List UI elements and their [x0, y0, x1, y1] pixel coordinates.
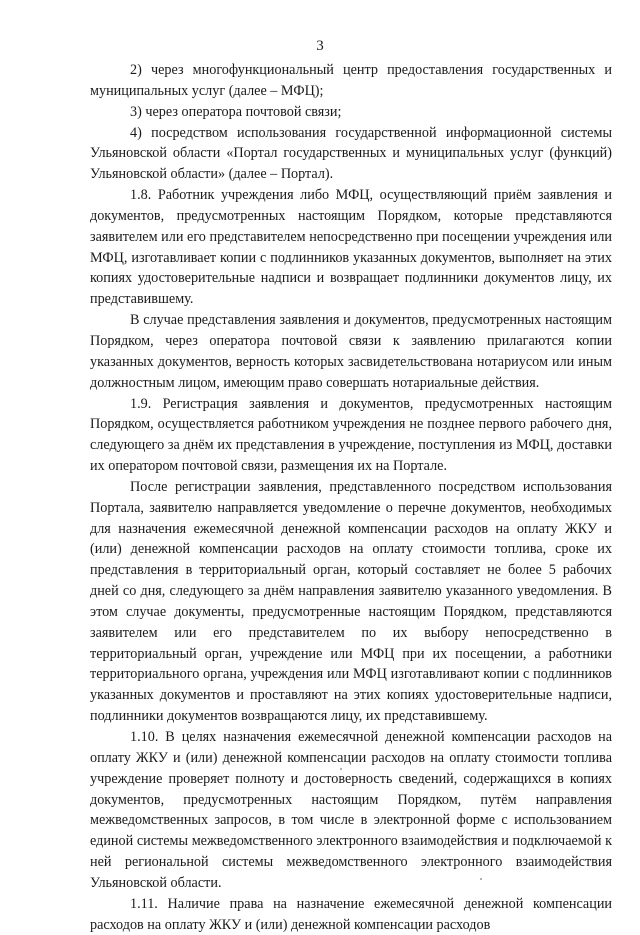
paragraph-list-item-3: 3) через оператора почтовой связи;	[130, 103, 342, 120]
paragraph-1-9: 1.9. Регистрация заявления и документов, предусмотренных настоящим Порядком, осуществляется работником учреждения не позднее первого рабочего дня, следующего за днём их представления в учреждение, поступления из МФЦ, доставки их оператором почтовой связи, размещения их на Портале.	[90, 395, 612, 475]
paragraph-postal-submission: В случае представления заявления и документов, предусмотренных настоящим Порядком, через оператора почтовой связи к заявлению прилагаются копии указанных документов, верность которых засвидетельствована нотариусом или иным должностным лицом, имеющим право совершать нотариальные действия.	[90, 312, 612, 391]
paragraph-portal-registration: После регистрации заявления, представленного посредством использования Портала, заявителю направляется уведомление о перечне документов, необходимых для назначения ежемесячной денежной компенсации расходов на оплату ЖКУ и (или) денежной компенсации расходов на оплату стоимости топлива, сроке их представления в территориальный орган, который составляет не более 5 рабочих дней со дня, следующего за днём направления заявителю указанного уведомления. В этом случае документы, предусмотренные настоящим Порядком, представляются заявителем или его представителем по их выбору непосредственно в территориальный орган, учреждение или МФЦ при их посещении, а работники территориального органа, учреждения или МФЦ изготавливают копии с подлинников указанных документов и проставляют на этих копиях удостоверительные надписи, подлинники документов возвращаются лицу, их представившему.	[90, 478, 612, 725]
scan-artifact-dot	[340, 768, 342, 770]
scan-artifact-dot	[480, 878, 482, 880]
paragraph-list-item-4: 4) посредством использования государственной информационной системы Ульяновской области «Портал государственных и муниципальных услуг (функций) Ульяновской области» (далее – Портал).	[90, 124, 612, 183]
paragraph-1-8: 1.8. Работник учреждения либо МФЦ, осуществляющий приём заявления и документов, предусмотренных настоящим Порядком, которые представляются заявителем или его представителем непосредственно при посещении учреждения или МФЦ, изготавливает копии с подлинников указанных документов, выполняет на этих копиях удостоверительные надписи и возвращает подлинники документов лицу, их представившему.	[90, 187, 612, 308]
paragraph-list-item-2: 2) через многофункциональный центр предоставления государственных и муниципальных услуг (далее – МФЦ);	[90, 62, 612, 99]
document-body	[90, 60, 612, 935]
paragraph-1-10: 1.10. В целях назначения ежемесячной денежной компенсации расходов на оплату ЖКУ и (или) денежной компенсации расходов на оплату стоимости топлива учреждение проверяет полноту и достоверность сведений, содержащихся в копиях документов, предусмотренных настоящим Порядком, путём направления межведомственных запросов, в том числе в электронной форме с использованием единой системы межведомственного электронного взаимодействия и подключаемой к ней региональной системы межведомственного электронного взаимодействия Ульяновской области.	[90, 729, 612, 891]
page-number: 3	[316, 38, 324, 54]
paragraph-1-11: 1.11. Наличие права на назначение ежемесячной денежной компенсации расходов на оплату ЖКУ и (или) денежной компенсации расходов	[90, 895, 612, 933]
